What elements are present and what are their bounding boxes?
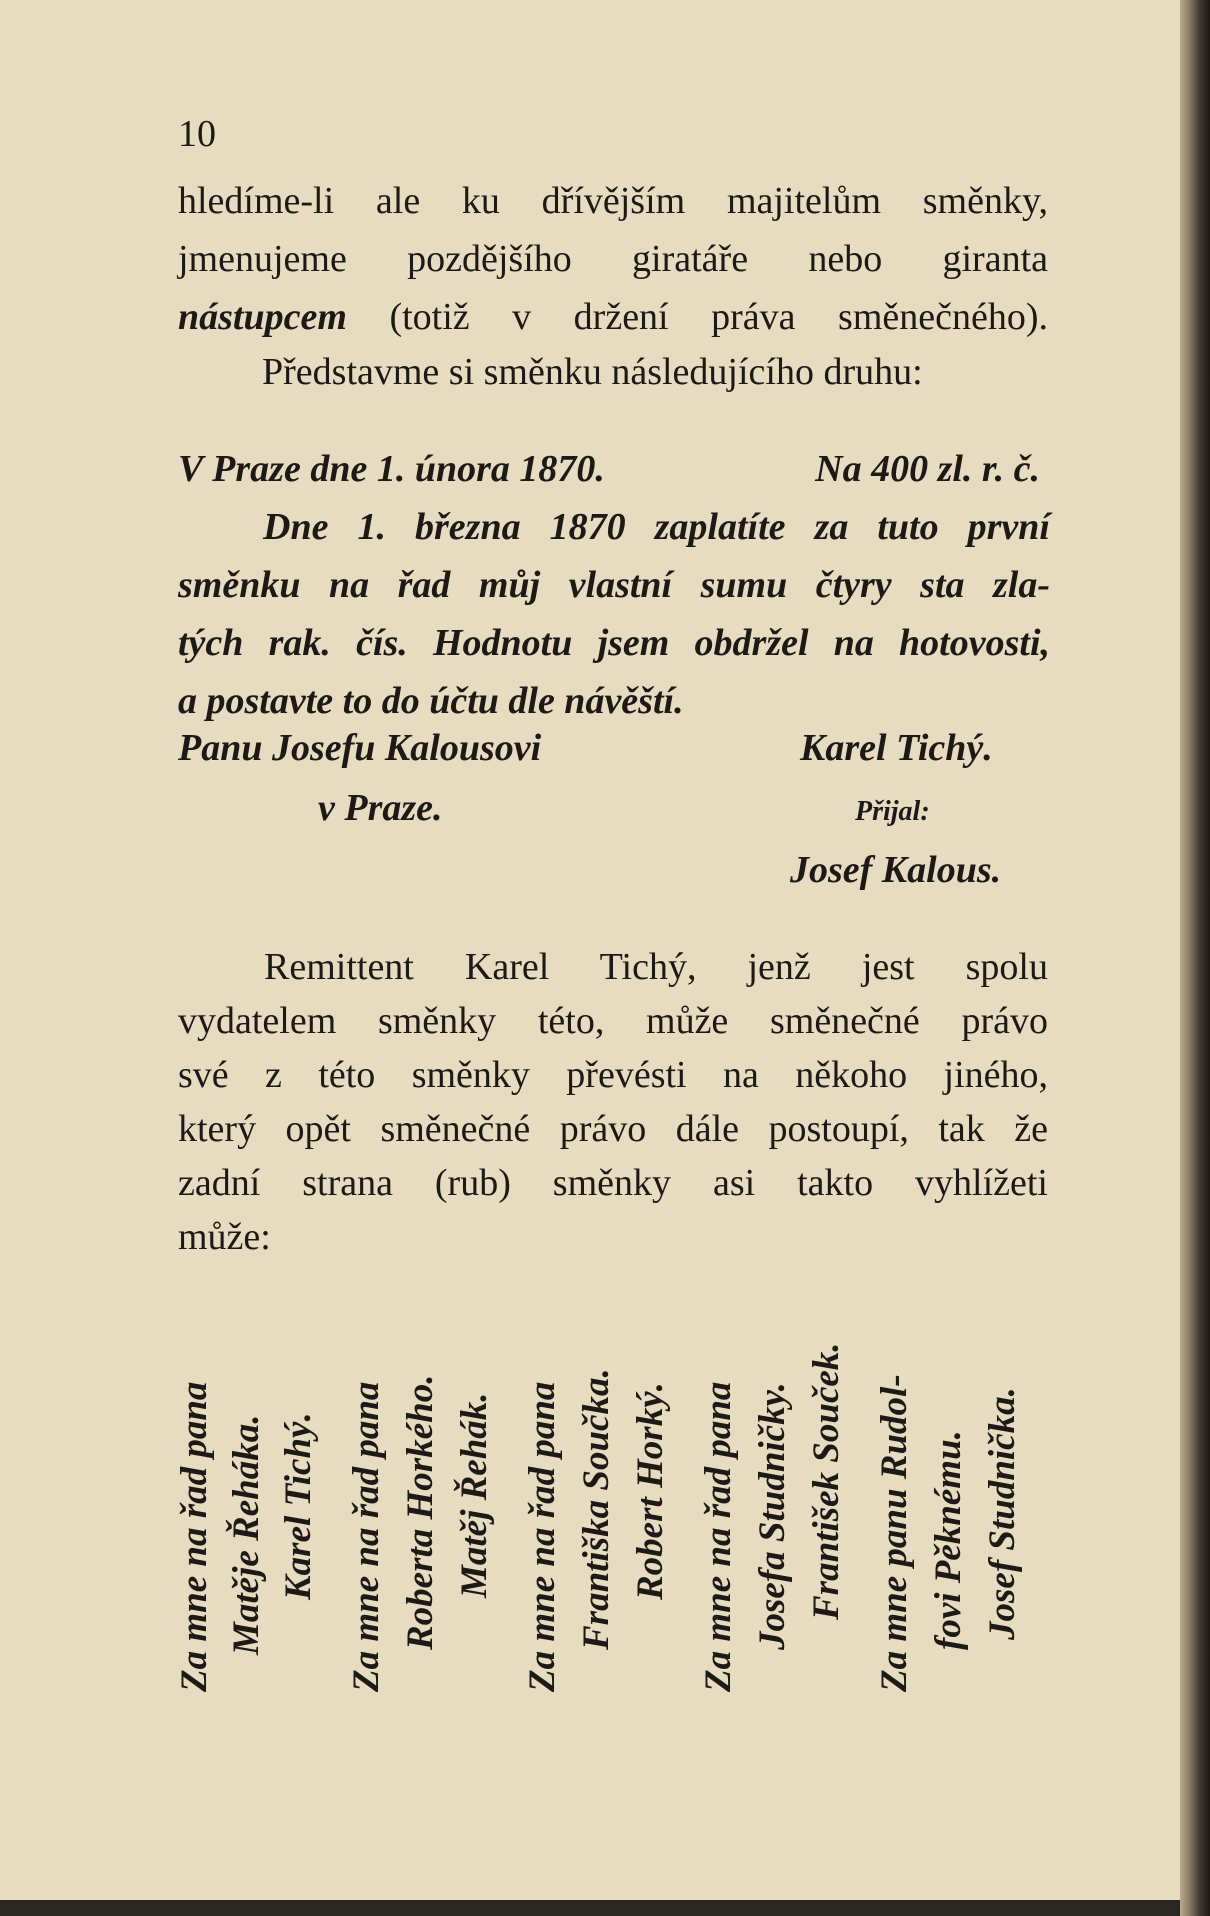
paragraph-1-line: jmenujeme pozdějšího giratáře nebo giranta xyxy=(178,238,1048,280)
endorsement-5-signature: Josef Studnička. xyxy=(982,1387,1023,1640)
paragraph-1-last-line xyxy=(178,288,1048,346)
bill-intro: Představme si směnku následujícího druhu: xyxy=(262,351,923,393)
endorsement-2-line-2: Roberta Horkého. xyxy=(400,1374,441,1650)
bill-body-line: směnku na řad můj vlastní sumu čtyry sta zla- xyxy=(178,564,1050,606)
bill-body-line: tých rak. čís. Hodnotu jsem obdržel na hotovosti, xyxy=(178,622,1050,664)
endorsement-1-line-1: Za mne na řad pana xyxy=(174,1381,215,1692)
endorsement-2-signature: Matěj Řehák. xyxy=(454,1392,495,1598)
bill-drawer-signature: Karel Tichý. xyxy=(800,727,993,769)
paragraph-1-line: hledíme-li ale ku dřívějším majitelům směnky, xyxy=(178,180,1048,222)
endorsement-4-signature: František Souček. xyxy=(806,1342,847,1620)
paragraph-2-line: své z této směnky převésti na někoho jiného, xyxy=(178,1054,1048,1096)
page-number: 10 xyxy=(178,113,216,155)
bill-place-date: V Praze dne 1. února 1870. xyxy=(178,448,605,490)
endorsement-4-line-2: Josefa Studničky. xyxy=(752,1382,793,1650)
bill-body-line: a postavte to do účtu dle návěští. xyxy=(178,680,684,722)
bill-header xyxy=(178,440,1050,498)
endorsement-5-line-2: fovi Pěknému. xyxy=(928,1430,969,1650)
endorsement-3-line-2: Františka Součka. xyxy=(576,1368,617,1650)
bill-drawee-place: v Praze. xyxy=(318,787,443,829)
endorsement-1-line-2: Matěje Řeháka. xyxy=(226,1414,267,1655)
bill-drawee: Panu Josefu Kalousovi xyxy=(178,727,542,769)
paragraph-2 xyxy=(178,940,1048,1264)
paragraph-2-line: zadní strana (rub) směnky asi takto vyhlížeti xyxy=(178,1162,1048,1204)
paragraph-2-line: vydatelem směnky této, může směnečné právo xyxy=(178,1000,1048,1042)
paragraph-1 xyxy=(178,172,1048,346)
bill-accepted-label: Přijal: xyxy=(855,796,930,827)
paragraph-1-last-rest: (totiž v držení práva směnečného). xyxy=(389,296,1049,338)
book-spine-shadow xyxy=(1180,0,1210,1916)
endorsement-4-line-1: Za mne na řad pana xyxy=(698,1381,739,1692)
endorsement-3-line-1: Za mne na řad pana xyxy=(522,1381,563,1692)
bill-acceptor-signature: Josef Kalous. xyxy=(790,849,1002,891)
endorsement-5-line-1: Za mne panu Rudol- xyxy=(874,1374,915,1692)
bill-of-exchange xyxy=(178,440,1050,730)
paragraph-2-line: který opět směnečné právo dále postoupí, tak že xyxy=(178,1108,1048,1150)
paragraph-2-line: Remittent Karel Tichý, jenž jest spolu xyxy=(264,946,1048,988)
endorsement-1-signature: Karel Tichý. xyxy=(278,1412,319,1600)
bill-amount: Na 400 zl. r. č. xyxy=(815,448,1040,490)
term-nastupcem: nástupcem xyxy=(178,296,347,338)
paragraph-2-line: může: xyxy=(178,1216,271,1258)
bill-body-line: Dne 1. března 1870 zaplatíte za tuto první xyxy=(263,506,1050,548)
endorsement-3-signature: Robert Horký. xyxy=(630,1382,671,1600)
endorsement-2-line-1: Za mne na řad pana xyxy=(346,1381,387,1692)
